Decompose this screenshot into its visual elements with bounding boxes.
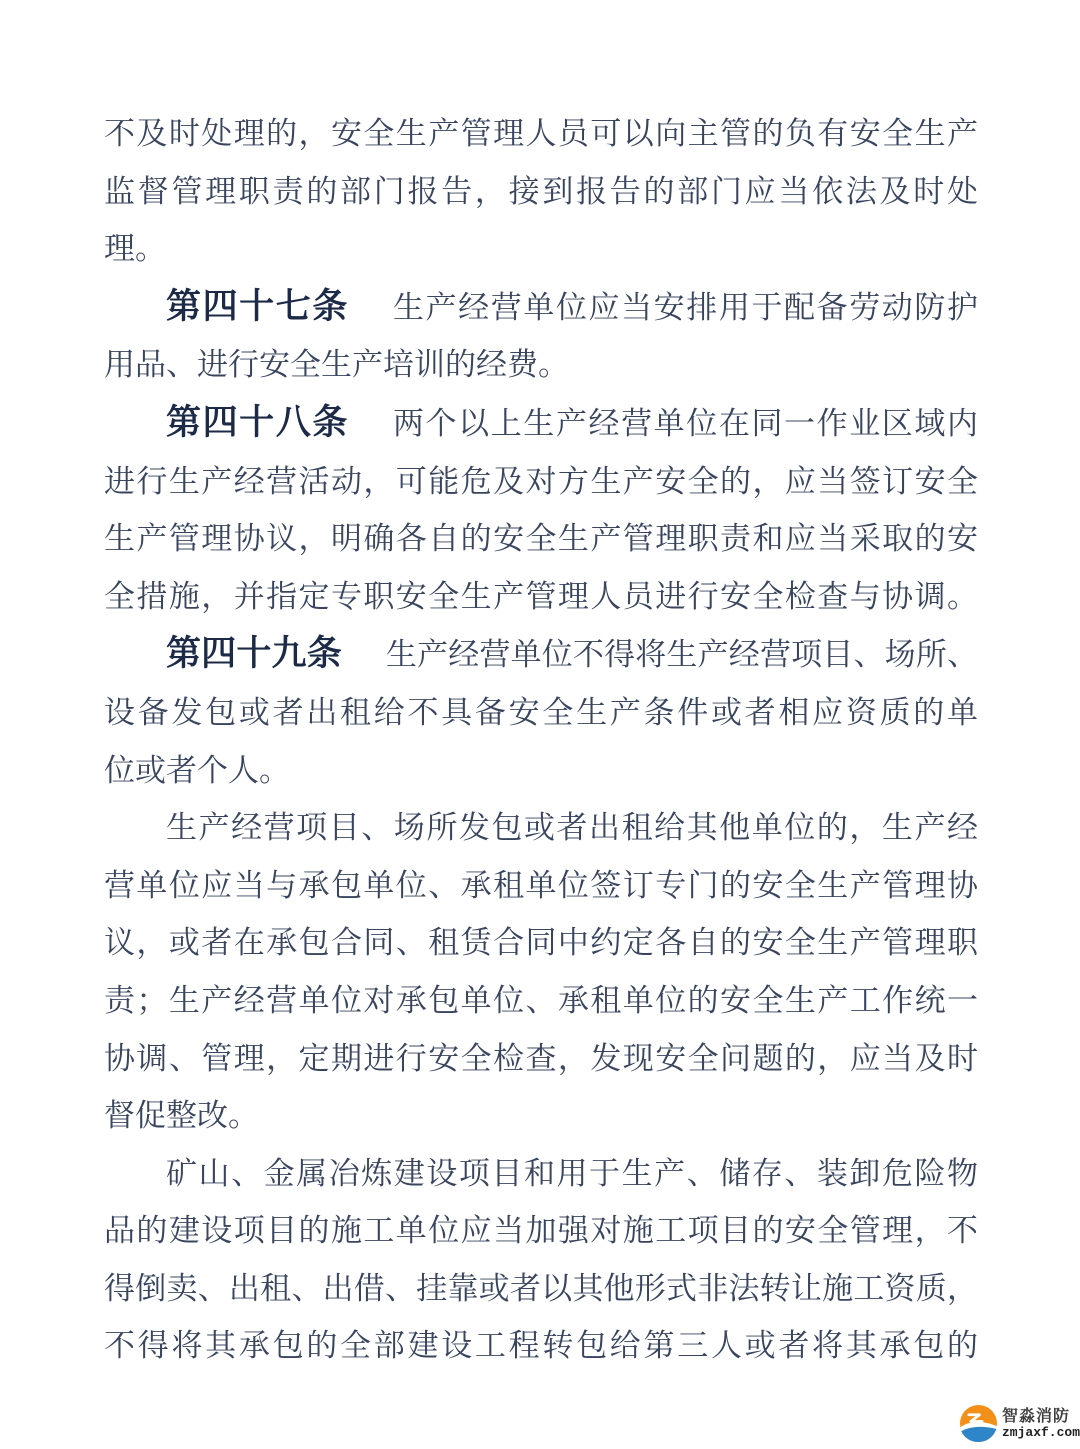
text-line (104, 394, 978, 453)
line-text: 生产经营单位不得将生产经营项目、场所、 (385, 637, 978, 673)
text-line (104, 914, 978, 972)
watermark-text (1002, 1408, 1080, 1440)
line-text: 得倒卖、出租、出借、挂靠或者以其他形式非法转让施工资质， (104, 1270, 978, 1306)
line-text: 督促整改。 (104, 1098, 259, 1134)
line-text: 营单位应当与承包单位、承租单位签订专门的安全生产管理协 (104, 867, 978, 903)
text-line (104, 857, 978, 915)
text-line (104, 105, 978, 163)
text-line (104, 568, 978, 626)
text-line (104, 972, 978, 1030)
text-line (104, 742, 978, 800)
watermark-brand: 智淼消防 (1002, 1407, 1071, 1425)
line-text: 位或者个人。 (104, 752, 290, 788)
document-lines (104, 105, 978, 1375)
line-text: 生产管理协议，明确各自的安全生产管理职责和应当采取的安 (104, 521, 978, 557)
article-number: 第四十九条 (166, 634, 342, 674)
text-line (104, 278, 978, 337)
line-text: 监督管理职责的部门报告，接到报告的部门应当依法及时处 (104, 173, 978, 209)
line-text: 两个以上生产经营单位在同一作业区域内 (392, 405, 978, 441)
line-text: 理。 (104, 231, 166, 267)
text-line (104, 163, 978, 221)
line-text: 设备发包或者出租给不具备安全生产条件或者相应资质的单 (104, 694, 978, 730)
line-text: 全措施，并指定专职安全生产管理人员进行安全检查与协调。 (104, 578, 978, 614)
line-text: 品的建设项目的施工单位应当加强对施工项目的安全管理，不 (104, 1213, 978, 1249)
text-line (104, 1260, 978, 1318)
line-text: 生产经营项目、场所发包或者出租给其他单位的，生产经 (166, 810, 978, 846)
text-line (104, 1317, 978, 1375)
text-line (104, 625, 978, 684)
text-line (104, 220, 978, 278)
text-line (104, 799, 978, 857)
line-text: 责；生产经营单位对承包单位、承租单位的安全生产工作统一 (104, 982, 978, 1018)
text-line (104, 1145, 978, 1203)
line-text: 矿山、金属冶炼建设项目和用于生产、储存、装卸危险物 (166, 1155, 978, 1191)
text-line (104, 336, 978, 394)
text-line (104, 1087, 978, 1145)
line-text: 协调、管理，定期进行安全检查，发现安全问题的，应当及时 (104, 1040, 978, 1076)
line-text: 不得将其承包的全部建设工程转包给第三人或者将其承包的 (104, 1328, 978, 1364)
text-line (104, 1202, 978, 1260)
zhimiao-fire-logo-icon (960, 1405, 997, 1442)
text-line (104, 453, 978, 511)
line-text: 不及时处理的，安全生产管理人员可以向主管的负有安全生产 (104, 116, 978, 151)
article-number: 第四十八条 (166, 402, 349, 442)
watermark-domain: zmjaxf.com (1002, 1424, 1080, 1440)
line-text: 进行生产经营活动，可能危及对方生产安全的，应当签订安全 (104, 463, 978, 499)
article-number: 第四十七条 (166, 286, 349, 326)
text-line (104, 510, 978, 568)
line-text: 生产经营单位应当安排用于配备劳动防护 (392, 289, 978, 325)
text-line (104, 684, 978, 742)
text-line (104, 1030, 978, 1088)
line-text: 用品、进行安全生产培训的经费。 (104, 347, 569, 383)
watermark (960, 1405, 1080, 1442)
line-text: 议，或者在承包合同、租赁合同中约定各自的安全生产管理职 (104, 925, 978, 961)
